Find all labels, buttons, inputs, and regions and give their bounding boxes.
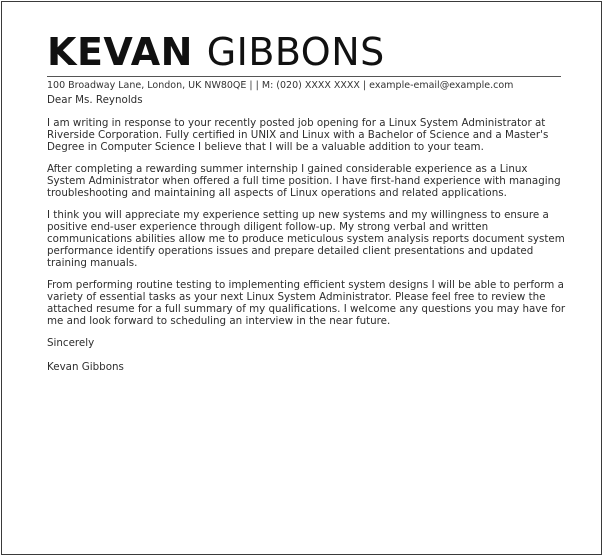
- paragraph-skills: I think you will appreciate my experience setting up new systems and my willingness to ensure a positive end-user experience through diligent follow-up. My strong verbal and written communications abilities allow me to produce meticulous system analysis reports document system performance identify operations issues and prepare detailed client presentations and updated training manuals.: [47, 209, 565, 269]
- closing: Sincerely: [47, 337, 95, 349]
- contact-line: 100 Broadway Lane, London, UK NW80QE | | M: (020) XXXX XXXX | example-email@example.com: [47, 76, 561, 92]
- paragraph-experience: After completing a rewarding summer internship I gained considerable experience as a Linux System Administrator when offered a full time position. I have first-hand experience with managing troubleshooting and maintaining all aspects of Linux operations and related applications.: [47, 163, 561, 199]
- first-name: KEVAN: [47, 30, 193, 74]
- letterhead: [47, 30, 561, 92]
- letter-body: [47, 94, 567, 373]
- signature: Kevan Gibbons: [47, 361, 124, 373]
- paragraph-intro: I am writing in response to your recently posted job opening for a Linux System Administrator at Riverside Corporation. Fully certified in UNIX and Linux with a Bachelor of Science and a Master's Degree in Computer Science I believe that I will be a valuable addition to your team.: [47, 117, 549, 153]
- letter-page: [1, 1, 602, 555]
- applicant-name: [47, 30, 561, 74]
- paragraph-closing: From performing routine testing to implementing efficient system designs I will be able to perform a variety of essential tasks as your next Linux System Administrator. Please feel free to review the attached resume for a full summary of my qualifications. I welcome any questions you may have for me and look forward to scheduling an interview in the near future.: [47, 279, 566, 327]
- last-name: GIBBONS: [206, 30, 385, 74]
- salutation: Dear Ms. Reynolds: [47, 94, 143, 106]
